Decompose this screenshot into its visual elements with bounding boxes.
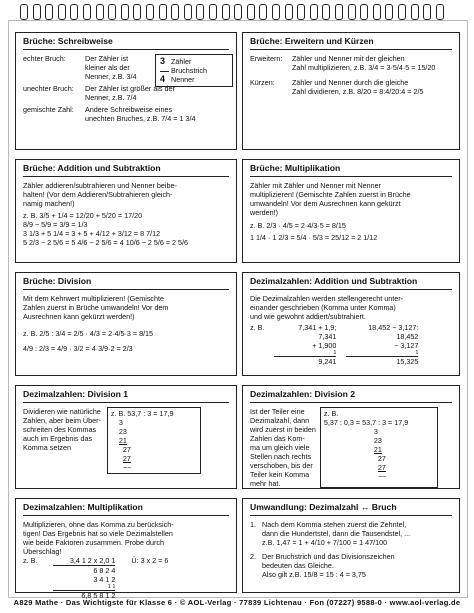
card-title: Dezimalzahlen: Addition und Subtraktion bbox=[250, 276, 452, 290]
card-title: Brüche: Erweitern und Kürzen bbox=[250, 36, 452, 50]
spiral-ring bbox=[436, 4, 444, 20]
subtraction-calc: 18,452 − 3,127: 18,452 − 3,127 1 15,325 bbox=[346, 323, 418, 366]
card-title: Brüche: Multiplikation bbox=[250, 163, 452, 177]
spiral-ring bbox=[259, 4, 267, 20]
spiral-ring bbox=[322, 4, 330, 20]
fraction-legend-box: 3 Zähler Bruchstrich 4 Nenner bbox=[155, 54, 233, 87]
card-dezimal-division-1: Dezimalzahlen: Division 1 Dividieren wie natürliche Zahlen, aber beim Über- schreiten des Kommas auch im Ergebnis das Komma setzen z. B. 53,7 : 3 = 17,9 3 23 21 27 27 −− bbox=[15, 385, 237, 489]
spiral-ring bbox=[360, 4, 368, 20]
card-division: Brüche: Division Mit dem Kehrwert multiplizieren! (Gemischte Zahlen zuerst in Brüche umwandeln! Vor dem Ausrechnen kann gekürzt werden!) z. B. 2/5 : 3/4 = 2/5 · 4/3 = 2·4/5·3 = 8/15 4/9 : 2/3 = 4/9 · 3/2 = 4·3/9·2 = 2/3 bbox=[15, 272, 237, 376]
spiral-ring bbox=[45, 4, 53, 20]
card-title: Brüche: Addition und Subtraktion bbox=[23, 163, 229, 177]
spiral-ring bbox=[70, 4, 78, 20]
spiral-ring bbox=[121, 4, 129, 20]
spiral-ring bbox=[146, 4, 154, 20]
card-brueche-schreibweise bbox=[15, 32, 237, 150]
spiral-ring bbox=[133, 4, 141, 20]
card-multiplikation: Brüche: Multiplikation Zähler mit Zähler und Nenner mit Nenner multiplizieren! (Gemischte Zahlen zuerst in Brüche umwandeln! Vor dem Ausrechnen kann gekürzt werden!) z. B. 2/3 · 4/5 = 2·4/3·5 = 8/15 1 1/4 · 1 2/3 = 5/4 · 5/3 = 25/12 = 2 1/12 bbox=[242, 159, 460, 263]
spiral-ring bbox=[285, 4, 293, 20]
spiral-ring bbox=[297, 4, 305, 20]
card-dezimal-division-2: Dezimalzahlen: Division 2 Ist der Teiler eine Dezimalzahl, dann wird zuerst in beiden Zahlen das Kom- ma um gleich viele Stellen nach rechts verschoben, bis der Teiler kein Komma mehr hat. z. B. 5,37 : 0,3 = 53,7 : 3 = 17,9 3 23 21 27 27 −− bbox=[242, 385, 460, 489]
card-umwandlung: Umwandlung: Dezimalzahl ↔ Bruch 1. Nach dem Komma stehen zuerst die Zehntel, dann die Hundertstel, dann die Tausendstel, ... z.B. 1,47 = 1 + 4/10 + 7/100 = 1 47/100 2. Der Bruchstrich und das Divisionszeichen bedeuten das Gleiche. Also gilt z.B. 15/8 = 15 : 4 = 3,75 bbox=[242, 498, 460, 593]
spiral-ring bbox=[310, 4, 318, 20]
example: z. B. 3/5 + 1/4 = 12/20 + 5/20 = 17/20 bbox=[23, 211, 143, 220]
spiral-ring bbox=[222, 4, 230, 20]
example: z. B. 2/3 · 4/5 = 2·4/3·5 = 8/15 bbox=[250, 221, 346, 230]
example: 4/9 : 2/3 = 4/9 · 3/2 = 4·3/9·2 = 2/3 bbox=[23, 344, 133, 353]
spiral-ring bbox=[83, 4, 91, 20]
spiral-ring bbox=[234, 4, 242, 20]
spiral-ring bbox=[20, 4, 28, 20]
spiral-ring bbox=[385, 4, 393, 20]
row-echter-bruch: echter Bruch: Der Zähler ist kleiner als der Nenner, z.B. 3/4 bbox=[23, 54, 137, 81]
card-dezimal-addition-subtraktion: Dezimalzahlen: Addition und Subtraktion Die Dezimalzahlen werden stellengerecht unter- einander geschrieben (Komma unter Komma) und wie gewohnt addiert/subtrahiert. z. B. 7,341 + 1,9; 7,341 + 1,900 1 9,241 18,452 − 3,127: 18,452 − 3,127 1 15,325 bbox=[242, 272, 460, 376]
row-unechter-bruch: unechter Bruch: Der Zähler ist größer als der Nenner, z.B. 7/4 bbox=[23, 84, 175, 102]
spiral-ring bbox=[96, 4, 104, 20]
row-gemischte-zahl: gemischte Zahl: Andere Schreibweise eines unechten Bruches, z.B. 7/4 = 1 3/4 bbox=[23, 105, 196, 123]
spiral-ring bbox=[159, 4, 167, 20]
long-division-box: z. B. 53,7 : 3 = 17,9 3 23 21 27 27 −− bbox=[107, 407, 201, 474]
spiral-ring bbox=[272, 4, 280, 20]
row-kuerzen: Kürzen: Zähler und Nenner durch die gleiche Zahl dividieren, z.B. 8/20 = 8:4/20:4 = 2/5 bbox=[250, 78, 424, 96]
long-division-box: z. B. 5,37 : 0,3 = 53,7 : 3 = 17,9 3 23 21 27 27 −− bbox=[320, 407, 438, 488]
card-addition-subtraktion: Brüche: Addition und Subtraktion Zähler addieren/subtrahieren und Nenner beibe- halten! (Vor dem Addieren/Subtrahieren gleich- namig machen!) z. B. 3/5 + 1/4 = 12/20 + 5/20 = 17/20 8/9 − 5/9 = 3/9 = 1/3 3 1/3 + 5 1/4 = 3 + 5 + 4/12 + 3/12 = 8 7/12 5 2/3 − 2 5/6 = 5 4/6 − 2 5/6 = 4 10/6 − 2 5/6 = 2 5/6 bbox=[15, 159, 237, 263]
spiral-ring bbox=[247, 4, 255, 20]
spiral-ring bbox=[335, 4, 343, 20]
spiral-binding bbox=[20, 0, 454, 22]
spiral-ring bbox=[171, 4, 179, 20]
spiral-ring bbox=[196, 4, 204, 20]
spiral-ring bbox=[108, 4, 116, 20]
footer-imprint: A829 Mathe · Das Wichtigste für Klasse 6 · © AOL-Verlag · 77839 Lichtenau · Fon (07227) 9588-0 · www.aol-verlag.de bbox=[13, 598, 461, 607]
card-title: Brüche: Schreibweise bbox=[23, 36, 229, 50]
example: 1 1/4 · 1 2/3 = 5/4 · 5/3 = 25/12 = 2 1/12 bbox=[250, 233, 378, 242]
card-dezimal-multiplikation: Dezimalzahlen: Multiplikation Multiplizieren, ohne das Komma zu berücksich- tigen! Das Ergebnis hat so viele Dezimalstellen wie beide Faktoren zusammen. Probe durch Überschlag! z. B. 3,4 1 2 x 2,0 1 6 8 2 4 3 4 1 2 1 1 6,8 5 8 1 2 Ü: 3 x 2 = 6 bbox=[15, 498, 237, 593]
card-title: Dezimalzahlen: Division 1 bbox=[23, 389, 229, 403]
spiral-ring bbox=[398, 4, 406, 20]
card-title: Umwandlung: Dezimalzahl ↔ Bruch bbox=[250, 502, 452, 516]
multiplication-calc: 3,4 1 2 x 2,0 1 6 8 2 4 3 4 1 2 1 1 6,8 5 8 1 2 bbox=[53, 556, 115, 600]
example: 8/9 − 5/9 = 3/9 = 1/3 bbox=[23, 220, 88, 229]
spiral-ring bbox=[33, 4, 41, 20]
card-erweitern-kuerzen bbox=[242, 32, 460, 150]
example: z. B. 2/5 : 3/4 = 2/5 · 4/3 = 2·4/5·3 = 8/15 bbox=[23, 329, 154, 338]
spiral-ring bbox=[209, 4, 217, 20]
card-title: Brüche: Division bbox=[23, 276, 229, 290]
example: 5 2/3 − 2 5/6 = 5 4/6 − 2 5/6 = 4 10/6 − 2 5/6 = 2 5/6 bbox=[23, 238, 189, 247]
spiral-ring bbox=[58, 4, 66, 20]
spiral-ring bbox=[184, 4, 192, 20]
card-title: Dezimalzahlen: Multiplikation bbox=[23, 502, 229, 516]
spiral-ring bbox=[411, 4, 419, 20]
row-erweitern: Erweitern: Zähler und Nenner mit der gleichen Zahl multiplizieren, z.B. 3/4 = 3·5/4·5 = 15/20 bbox=[250, 54, 436, 72]
spiral-ring bbox=[423, 4, 431, 20]
card-title: Dezimalzahlen: Division 2 bbox=[250, 389, 452, 403]
worksheet-page bbox=[8, 20, 468, 598]
spiral-ring bbox=[373, 4, 381, 20]
estimate: Ü: 3 x 2 = 6 bbox=[131, 556, 169, 565]
addition-calc: 7,341 + 1,9; 7,341 + 1,900 1 9,241 bbox=[274, 323, 336, 366]
spiral-ring bbox=[348, 4, 356, 20]
example: 3 1/3 + 5 1/4 = 3 + 5 + 4/12 + 3/12 = 8 7/12 bbox=[23, 229, 161, 238]
